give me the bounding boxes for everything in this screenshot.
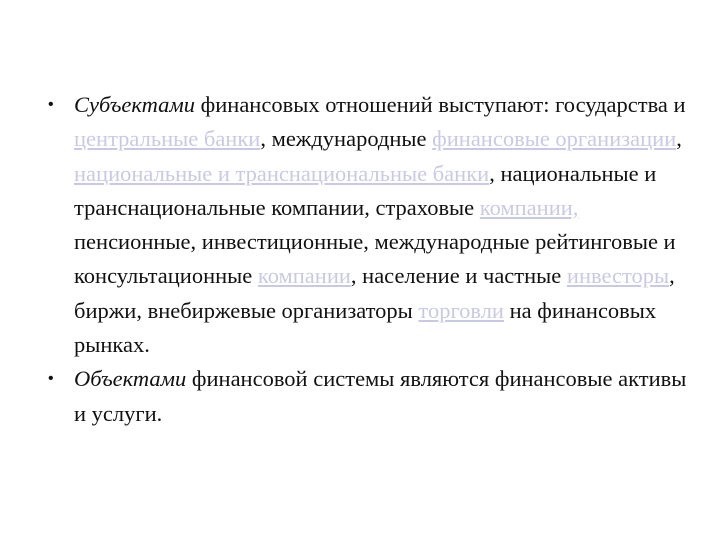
link-central-banks[interactable]: центральные банки — [74, 126, 261, 152]
text-segment: пенсионные, инвестиционные, международные рейтинговые и консультационные — [74, 229, 676, 289]
bullet-list — [48, 88, 698, 431]
text-segment: , население и частные — [350, 263, 567, 289]
link-trading[interactable]: торговли — [418, 297, 504, 323]
bullet-item-subjects — [48, 88, 698, 362]
link-national-banks[interactable]: национальные и транснациональные банки — [74, 160, 490, 186]
text-segment: , — [676, 126, 682, 152]
bullet-icon: • — [48, 96, 54, 113]
text-segment: , международные — [260, 126, 433, 152]
text-segment: финансовых отношений выступают: государства и — [195, 92, 686, 117]
text-segment: , национальные и транснациональные компании, страховые — [74, 160, 657, 220]
link-insurance-companies[interactable]: компании, — [479, 194, 579, 220]
text-segment: , биржи, внебиржевые организаторы — [74, 263, 675, 323]
term-objects: Объектами — [74, 366, 187, 392]
term-subjects: Субъектами — [74, 92, 196, 117]
bullet-icon: • — [48, 370, 54, 388]
text-segment: финансовой системы являются финансовые активы и услуги. — [74, 366, 687, 426]
text-segment: на финансовых рынках. — [74, 297, 657, 358]
link-consulting-companies[interactable]: компании — [257, 263, 351, 289]
link-investors[interactable]: инвесторы — [566, 263, 670, 289]
bullet-item-objects — [48, 362, 698, 431]
link-financial-organizations[interactable]: финансовые организации — [432, 126, 677, 152]
